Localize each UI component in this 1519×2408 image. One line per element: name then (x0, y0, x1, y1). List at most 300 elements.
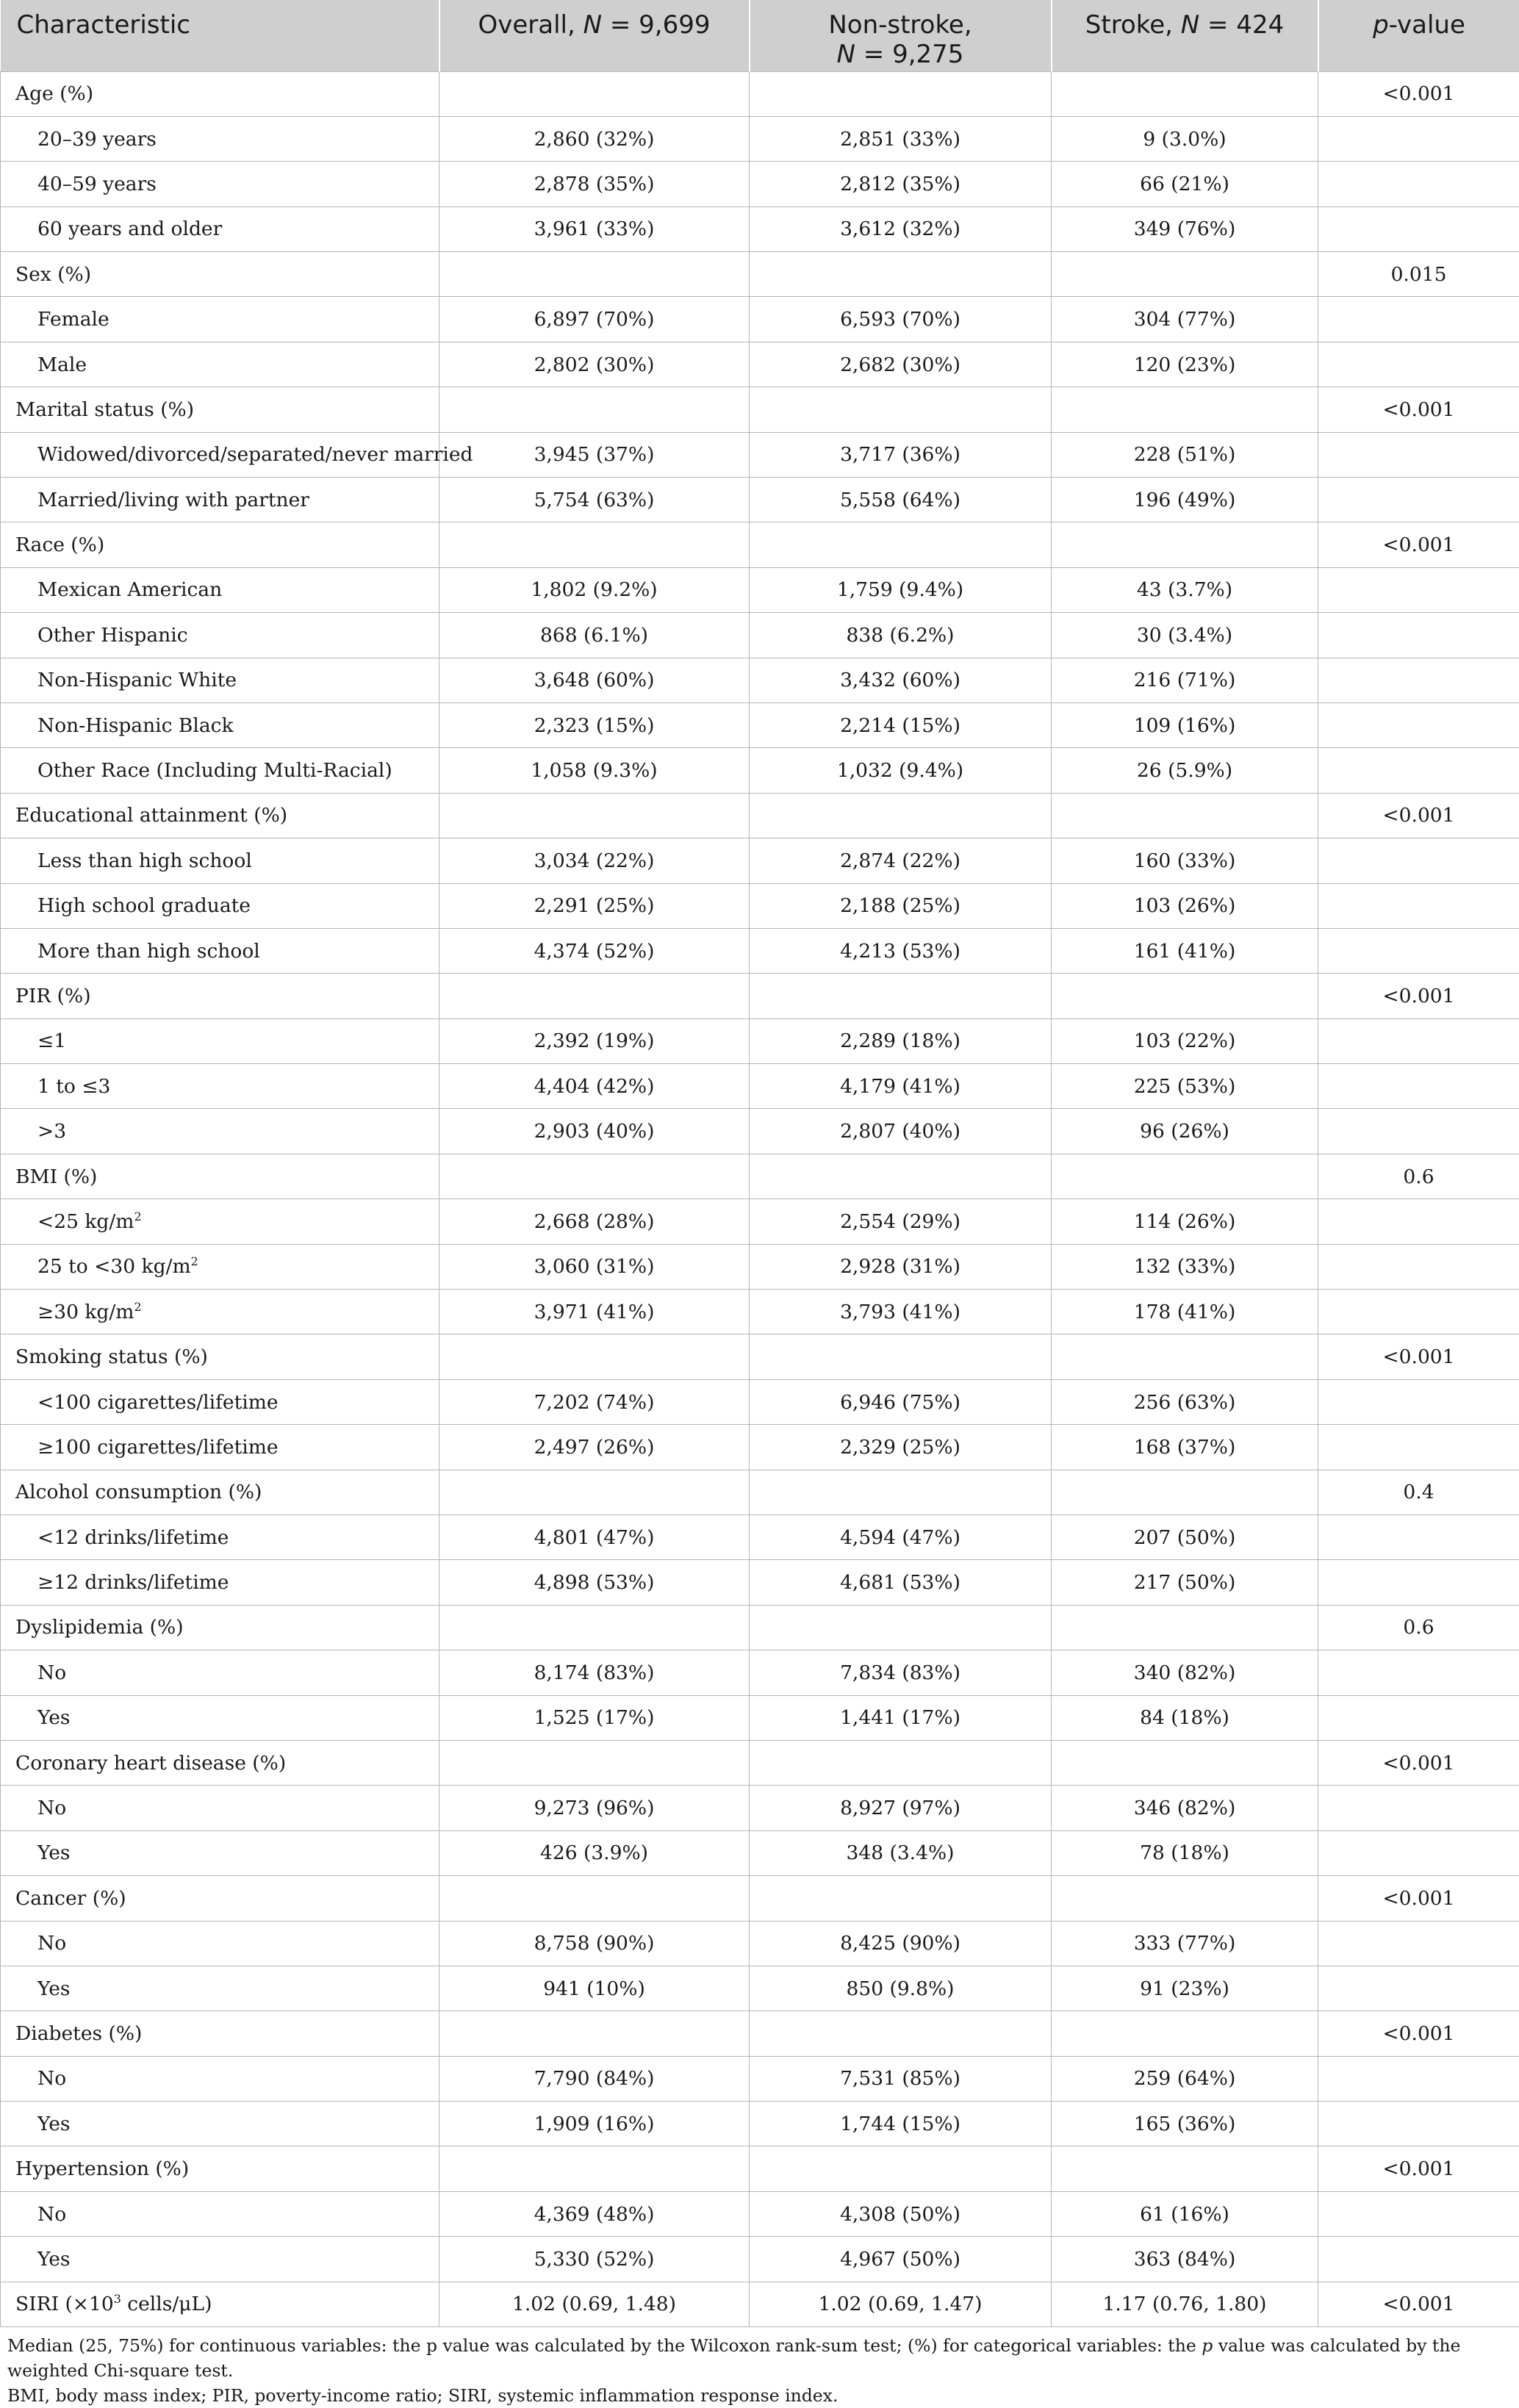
footnote-line-1: Median (25, 75%) for continuous variables: the p value was calculated by the Wilcoxon rank-sum test; (%) for categorical variables: the p value was calculated by the weighted Chi-square test. (7, 2333, 1512, 2383)
table-group-row (1, 793, 1519, 838)
row-label: No (1, 2056, 439, 2101)
non-stroke-value (750, 522, 1052, 567)
row-label: BMI (%) (1, 1154, 439, 1198)
row-label: Widowed/divorced/separated/never married (1, 432, 439, 477)
stroke-value (1052, 522, 1318, 567)
p-value (1318, 2191, 1519, 2236)
p-value (1318, 567, 1519, 612)
table-row (1, 1560, 1519, 1605)
table-row (1, 928, 1519, 973)
overall-value: 2,878 (35%) (439, 162, 750, 206)
table-row (1, 1244, 1519, 1289)
non-stroke-value: 5,558 (64%) (750, 478, 1052, 522)
table-row (1, 1379, 1519, 1424)
p-value (1318, 613, 1519, 658)
p-value (1318, 748, 1519, 793)
non-stroke-value: 3,717 (36%) (750, 432, 1052, 477)
overall-value: 4,374 (52%) (439, 928, 750, 973)
p-value: <0.001 (1318, 793, 1519, 838)
overall-value: 426 (3.9%) (439, 1830, 750, 1875)
non-stroke-value: 2,214 (15%) (750, 702, 1052, 747)
p-value (1318, 206, 1519, 251)
non-stroke-value (750, 2146, 1052, 2191)
non-stroke-value: 7,531 (85%) (750, 2056, 1052, 2101)
overall-value: 3,961 (33%) (439, 206, 750, 251)
table-row (1, 2056, 1519, 2101)
stroke-value (1052, 1470, 1318, 1514)
overall-value: 2,323 (15%) (439, 702, 750, 747)
overall-value: 2,860 (32%) (439, 116, 750, 161)
table-group-row (1, 522, 1519, 567)
row-label: Yes (1, 2102, 439, 2146)
non-stroke-value (750, 71, 1052, 116)
row-label: Other Race (Including Multi-Racial) (1, 748, 439, 793)
table-group-row (1, 1740, 1519, 1785)
overall-value (439, 974, 750, 1018)
row-label: High school graduate (1, 883, 439, 928)
p-value (1318, 2237, 1519, 2282)
non-stroke-value: 8,425 (90%) (750, 1921, 1052, 1966)
stroke-value: 207 (50%) (1052, 1515, 1318, 1560)
overall-value: 7,202 (74%) (439, 1379, 750, 1424)
non-stroke-value: 4,967 (50%) (750, 2237, 1052, 2282)
row-label: No (1, 2191, 439, 2236)
p-value: 0.4 (1318, 1470, 1519, 1514)
p-value (1318, 1921, 1519, 1966)
row-label: 40–59 years (1, 162, 439, 206)
p-value (1318, 2056, 1519, 2101)
stroke-value: 103 (22%) (1052, 1018, 1318, 1063)
table-row (1, 1830, 1519, 1875)
overall-value: 2,392 (19%) (439, 1018, 750, 1063)
row-label: Smoking status (%) (1, 1334, 439, 1379)
non-stroke-value (750, 1876, 1052, 1921)
p-value: <0.001 (1318, 71, 1519, 116)
row-label: Non-Hispanic White (1, 658, 439, 702)
overall-value (439, 1876, 750, 1921)
stroke-value: 196 (49%) (1052, 478, 1318, 522)
overall-value (439, 522, 750, 567)
table-group-row (1, 1154, 1519, 1198)
overall-value (439, 1154, 750, 1198)
row-label: Female (1, 297, 439, 342)
non-stroke-value: 4,308 (50%) (750, 2191, 1052, 2236)
p-value (1318, 1199, 1519, 1244)
table-row (1, 1199, 1519, 1244)
p-value: <0.001 (1318, 2011, 1519, 2056)
p-value (1318, 116, 1519, 161)
table-row (1, 1786, 1519, 1830)
table-row (1, 1650, 1519, 1695)
overall-value (439, 387, 750, 432)
header-p-value: p-value (1318, 0, 1519, 71)
row-label: >3 (1, 1109, 439, 1154)
p-value (1318, 1425, 1519, 1470)
p-value: <0.001 (1318, 974, 1519, 1018)
non-stroke-value: 1,759 (9.4%) (750, 567, 1052, 612)
table-row (1, 297, 1519, 342)
stroke-value: 178 (41%) (1052, 1290, 1318, 1334)
table-row (1, 567, 1519, 612)
row-label: ≤1 (1, 1018, 439, 1063)
row-label: Yes (1, 1830, 439, 1875)
table-row (1, 838, 1519, 883)
stroke-value: 114 (26%) (1052, 1199, 1318, 1244)
non-stroke-value (750, 793, 1052, 838)
p-value (1318, 297, 1519, 342)
row-label: Male (1, 342, 439, 387)
non-stroke-value (750, 2011, 1052, 2056)
stroke-value: 78 (18%) (1052, 1830, 1318, 1875)
p-value (1318, 838, 1519, 883)
p-value (1318, 162, 1519, 206)
row-label: 25 to <30 $kg/m^2$ (1, 1244, 439, 1289)
non-stroke-value (750, 1740, 1052, 1785)
p-value: 0.6 (1318, 1605, 1519, 1650)
p-value (1318, 1786, 1519, 1830)
overall-value (439, 252, 750, 297)
row-label: Marital status (%) (1, 387, 439, 432)
table-row (1, 432, 1519, 477)
p-value (1318, 478, 1519, 522)
overall-value: 1,058 (9.3%) (439, 748, 750, 793)
non-stroke-value: 7,834 (83%) (750, 1650, 1052, 1695)
non-stroke-value (750, 1470, 1052, 1514)
overall-value (439, 71, 750, 116)
overall-value: 3,060 (31%) (439, 1244, 750, 1289)
non-stroke-value: 6,946 (75%) (750, 1379, 1052, 1424)
overall-value: 8,174 (83%) (439, 1650, 750, 1695)
p-value (1318, 1515, 1519, 1560)
table-group-row (1, 387, 1519, 432)
stroke-value: 109 (16%) (1052, 702, 1318, 747)
stroke-value: 346 (82%) (1052, 1786, 1318, 1830)
overall-value: 4,898 (53%) (439, 1560, 750, 1605)
row-label: Yes (1, 1695, 439, 1740)
stroke-value: 66 (21%) (1052, 162, 1318, 206)
non-stroke-value: 850 (9.8%) (750, 1966, 1052, 2010)
stroke-value (1052, 793, 1318, 838)
row-label: SIRI ($\times 10^3$ cells/μL) (1, 2282, 439, 2326)
table-row (1, 883, 1519, 928)
overall-value: 6,897 (70%) (439, 297, 750, 342)
stroke-value: 132 (33%) (1052, 1244, 1318, 1289)
table-row (1, 2191, 1519, 2236)
row-label: Less than high school (1, 838, 439, 883)
table-row (1, 1966, 1519, 2010)
row-label: No (1, 1786, 439, 1830)
stroke-value: 256 (63%) (1052, 1379, 1318, 1424)
row-label: ≥12 drinks/lifetime (1, 1560, 439, 1605)
overall-value: 3,648 (60%) (439, 658, 750, 702)
overall-value: 1.02 (0.69, 1.48) (439, 2282, 750, 2326)
footnote-line-2: BMI, body mass index; PIR, poverty-income ratio; SIRI, systemic inflammation response index. (7, 2383, 1512, 2408)
table-footnote (0, 2333, 1519, 2408)
table-row (1, 478, 1519, 522)
stroke-value: 103 (26%) (1052, 883, 1318, 928)
p-value (1318, 1244, 1519, 1289)
non-stroke-value: 3,612 (32%) (750, 206, 1052, 251)
table-row (1, 1064, 1519, 1109)
row-label: Non-Hispanic Black (1, 702, 439, 747)
p-value (1318, 1650, 1519, 1695)
stroke-value: 91 (23%) (1052, 1966, 1318, 2010)
table-row (1, 342, 1519, 387)
stroke-value: 61 (16%) (1052, 2191, 1318, 2236)
non-stroke-value: 1,744 (15%) (750, 2102, 1052, 2146)
overall-value (439, 1740, 750, 1785)
row-label: 60 years and older (1, 206, 439, 251)
row-label: More than high school (1, 928, 439, 973)
row-label: Sex (%) (1, 252, 439, 297)
table-group-row (1, 1605, 1519, 1650)
stroke-value: 30 (3.4%) (1052, 613, 1318, 658)
stroke-value: 340 (82%) (1052, 1650, 1318, 1695)
row-label: No (1, 1921, 439, 1966)
overall-value: 3,945 (37%) (439, 432, 750, 477)
p-value (1318, 1290, 1519, 1334)
table-row (1, 1515, 1519, 1560)
overall-value: 941 (10%) (439, 1966, 750, 2010)
overall-value: 2,668 (28%) (439, 1199, 750, 1244)
table-row (1, 116, 1519, 161)
row-label: Married/living with partner (1, 478, 439, 522)
overall-value: 3,971 (41%) (439, 1290, 750, 1334)
row-label: Alcohol consumption (%) (1, 1470, 439, 1514)
table-row (1, 658, 1519, 702)
table-group-row (1, 71, 1519, 116)
non-stroke-value: 838 (6.2%) (750, 613, 1052, 658)
table-row (1, 613, 1519, 658)
overall-value: 1,525 (17%) (439, 1695, 750, 1740)
non-stroke-value: 8,927 (97%) (750, 1786, 1052, 1830)
overall-value: 3,034 (22%) (439, 838, 750, 883)
stroke-value: 120 (23%) (1052, 342, 1318, 387)
non-stroke-value: 348 (3.4%) (750, 1830, 1052, 1875)
table-row (1, 206, 1519, 251)
table-row (1, 2237, 1519, 2282)
overall-value: 5,330 (52%) (439, 2237, 750, 2282)
p-value (1318, 1064, 1519, 1109)
non-stroke-value: 2,329 (25%) (750, 1425, 1052, 1470)
row-label: Hypertension (%) (1, 2146, 439, 2191)
p-value (1318, 342, 1519, 387)
row-label: 1 to ≤3 (1, 1064, 439, 1109)
stroke-value: 216 (71%) (1052, 658, 1318, 702)
stroke-value (1052, 2146, 1318, 2191)
p-value: <0.001 (1318, 1740, 1519, 1785)
overall-value: 9,273 (96%) (439, 1786, 750, 1830)
row-label: Other Hispanic (1, 613, 439, 658)
p-value (1318, 432, 1519, 477)
p-value (1318, 1830, 1519, 1875)
stroke-value (1052, 2011, 1318, 2056)
overall-value: 2,497 (26%) (439, 1425, 750, 1470)
stroke-value: 225 (53%) (1052, 1064, 1318, 1109)
overall-value (439, 1605, 750, 1650)
table-group-row (1, 2146, 1519, 2191)
p-value (1318, 883, 1519, 928)
row-label: Diabetes (%) (1, 2011, 439, 2056)
p-value (1318, 1966, 1519, 2010)
p-value (1318, 1109, 1519, 1154)
stroke-value (1052, 252, 1318, 297)
non-stroke-value: 3,432 (60%) (750, 658, 1052, 702)
overall-value: 1,802 (9.2%) (439, 567, 750, 612)
table-group-row (1, 1876, 1519, 1921)
overall-value: 4,369 (48%) (439, 2191, 750, 2236)
non-stroke-value: 4,681 (53%) (750, 1560, 1052, 1605)
stroke-value: 228 (51%) (1052, 432, 1318, 477)
table-row (1, 1425, 1519, 1470)
stroke-value: 363 (84%) (1052, 2237, 1318, 2282)
stroke-value: 96 (26%) (1052, 1109, 1318, 1154)
non-stroke-value: 2,851 (33%) (750, 116, 1052, 161)
header-characteristic: Characteristic (1, 0, 439, 71)
p-value (1318, 1018, 1519, 1063)
p-value: <0.001 (1318, 1876, 1519, 1921)
p-value: <0.001 (1318, 522, 1519, 567)
overall-value: 2,802 (30%) (439, 342, 750, 387)
overall-value: 1,909 (16%) (439, 2102, 750, 2146)
non-stroke-value (750, 387, 1052, 432)
p-value (1318, 1379, 1519, 1424)
stroke-value: 9 (3.0%) (1052, 116, 1318, 161)
stroke-value (1052, 974, 1318, 1018)
table-row (1, 162, 1519, 206)
stroke-value: 84 (18%) (1052, 1695, 1318, 1740)
header-non-stroke: Non-stroke, N = 9,275 (750, 0, 1052, 71)
non-stroke-value: 2,554 (29%) (750, 1199, 1052, 1244)
row-label: Yes (1, 2237, 439, 2282)
row-label: PIR (%) (1, 974, 439, 1018)
non-stroke-value: 2,188 (25%) (750, 883, 1052, 928)
stroke-value (1052, 1876, 1318, 1921)
stroke-value (1052, 1605, 1318, 1650)
non-stroke-value (750, 974, 1052, 1018)
non-stroke-value: 4,179 (41%) (750, 1064, 1052, 1109)
overall-value: 5,754 (63%) (439, 478, 750, 522)
non-stroke-value: 6,593 (70%) (750, 297, 1052, 342)
non-stroke-value (750, 1154, 1052, 1198)
header-stroke: Stroke, N = 424 (1052, 0, 1318, 71)
stroke-value (1052, 1740, 1318, 1785)
non-stroke-value: 2,289 (18%) (750, 1018, 1052, 1063)
stroke-value: 160 (33%) (1052, 838, 1318, 883)
table-row (1, 748, 1519, 793)
stroke-value (1052, 1334, 1318, 1379)
table-row (1, 1921, 1519, 1966)
overall-value (439, 1470, 750, 1514)
stroke-value: 26 (5.9%) (1052, 748, 1318, 793)
stroke-value: 168 (37%) (1052, 1425, 1318, 1470)
table-row (1, 1109, 1519, 1154)
non-stroke-value: 2,874 (22%) (750, 838, 1052, 883)
overall-value: 4,801 (47%) (439, 1515, 750, 1560)
row-label: <100 cigarettes/lifetime (1, 1379, 439, 1424)
overall-value (439, 1334, 750, 1379)
table-group-row (1, 1470, 1519, 1514)
row-label: Mexican American (1, 567, 439, 612)
stroke-value: 161 (41%) (1052, 928, 1318, 973)
row-label: Yes (1, 1966, 439, 2010)
p-value: <0.001 (1318, 2282, 1519, 2326)
non-stroke-value: 1,441 (17%) (750, 1695, 1052, 1740)
table-group-row (1, 2011, 1519, 2056)
non-stroke-value (750, 252, 1052, 297)
non-stroke-value (750, 1334, 1052, 1379)
stroke-value (1052, 1154, 1318, 1198)
p-value (1318, 1695, 1519, 1740)
p-value: <0.001 (1318, 2146, 1519, 2191)
overall-value: 2,291 (25%) (439, 883, 750, 928)
stroke-value: 217 (50%) (1052, 1560, 1318, 1605)
p-value: 0.015 (1318, 252, 1519, 297)
p-value: 0.6 (1318, 1154, 1519, 1198)
stroke-value (1052, 387, 1318, 432)
header-overall: Overall, N = 9,699 (439, 0, 750, 71)
row-label: No (1, 1650, 439, 1695)
non-stroke-value: 1,032 (9.4%) (750, 748, 1052, 793)
p-value: <0.001 (1318, 387, 1519, 432)
non-stroke-value: 1.02 (0.69, 1.47) (750, 2282, 1052, 2326)
non-stroke-value: 2,928 (31%) (750, 1244, 1052, 1289)
header-row (1, 0, 1519, 71)
table-group-row (1, 974, 1519, 1018)
non-stroke-value: 3,793 (41%) (750, 1290, 1052, 1334)
row-label: <12 drinks/lifetime (1, 1515, 439, 1560)
row-label: ≥30 $kg/m^2$ (1, 1290, 439, 1334)
overall-value (439, 2011, 750, 2056)
table-row (1, 1018, 1519, 1063)
p-value (1318, 2102, 1519, 2146)
overall-value: 7,790 (84%) (439, 2056, 750, 2101)
overall-value (439, 2146, 750, 2191)
table-row (1, 2102, 1519, 2146)
stroke-value: 349 (76%) (1052, 206, 1318, 251)
non-stroke-value: 4,594 (47%) (750, 1515, 1052, 1560)
row-label: Dyslipidemia (%) (1, 1605, 439, 1650)
row-label: Age (%) (1, 71, 439, 116)
overall-value: 8,758 (90%) (439, 1921, 750, 1966)
row-label: Race (%) (1, 522, 439, 567)
row-label: Cancer (%) (1, 1876, 439, 1921)
table-row (1, 1695, 1519, 1740)
table-row (1, 702, 1519, 747)
overall-value: 868 (6.1%) (439, 613, 750, 658)
stroke-value: 259 (64%) (1052, 2056, 1318, 2101)
row-label: Coronary heart disease (%) (1, 1740, 439, 1785)
table-group-row (1, 2282, 1519, 2326)
row-label: 20–39 years (1, 116, 439, 161)
row-label: ≥100 cigarettes/lifetime (1, 1425, 439, 1470)
non-stroke-value: 2,812 (35%) (750, 162, 1052, 206)
non-stroke-value: 2,682 (30%) (750, 342, 1052, 387)
stroke-value: 333 (77%) (1052, 1921, 1318, 1966)
row-label: <25 $kg/m^2$ (1, 1199, 439, 1244)
table-group-row (1, 1334, 1519, 1379)
table-group-row (1, 252, 1519, 297)
p-value: <0.001 (1318, 1334, 1519, 1379)
non-stroke-value: 4,213 (53%) (750, 928, 1052, 973)
stroke-value: 1.17 (0.76, 1.80) (1052, 2282, 1318, 2326)
p-value (1318, 702, 1519, 747)
stroke-value: 43 (3.7%) (1052, 567, 1318, 612)
row-label: Educational attainment (%) (1, 793, 439, 838)
non-stroke-value (750, 1605, 1052, 1650)
p-value (1318, 1560, 1519, 1605)
table-header (1, 0, 1519, 71)
